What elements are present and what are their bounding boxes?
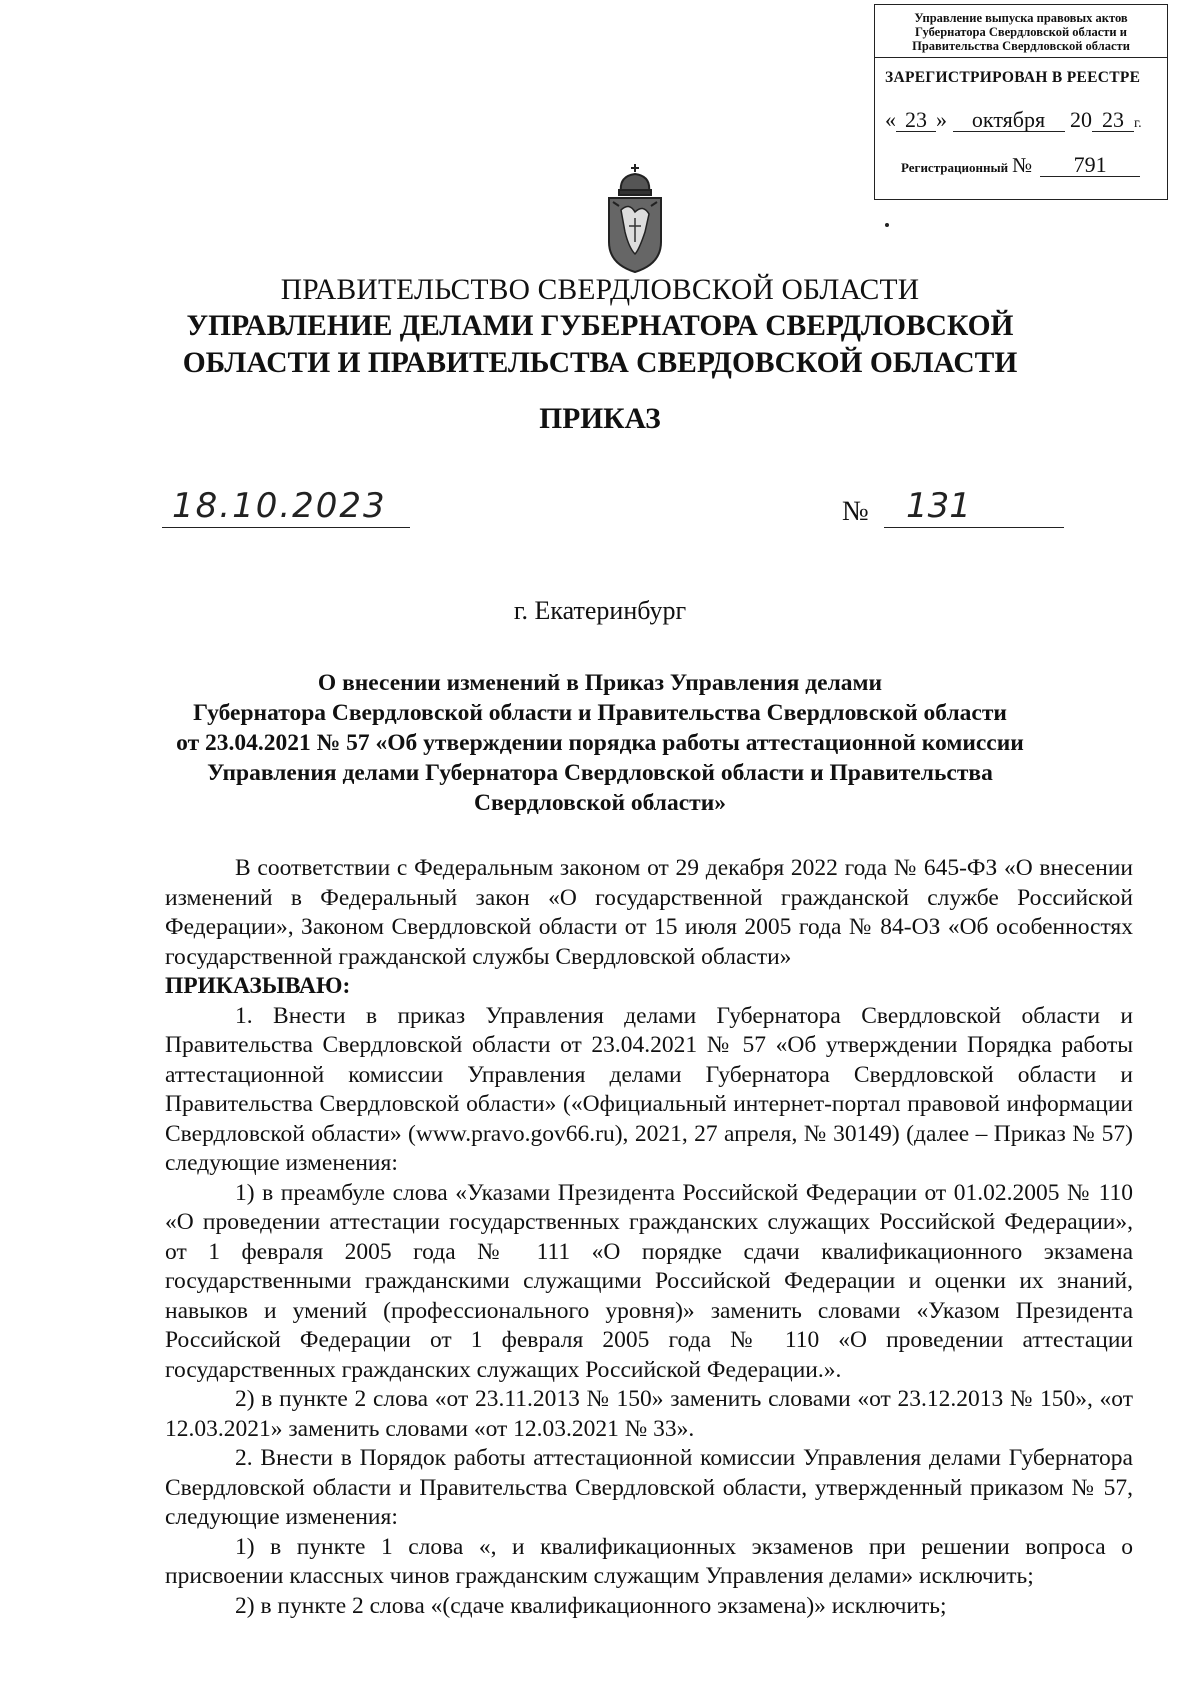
order-date: 18.10.2023 <box>162 488 410 528</box>
title-line-2: Губернатора Свердловской области и Правительства Свердловской области <box>193 700 1007 726</box>
stamp-day: 23 <box>896 109 936 132</box>
title-line-1: О внесении изменений в Приказ Управления делами <box>317 670 883 696</box>
stamp-year-suffix: 23 <box>1092 109 1134 132</box>
paragraph-1-item-2: 2) в пункте 2 слова «от 23.11.2013 № 150» заменить словами «от 23.12.2013 № 150», «от 12.03.2021» заменить словами «от 12.03.2021 № 33». <box>165 1386 1133 1442</box>
stamp-reg-number: 791 <box>1040 154 1140 177</box>
coat-of-arms-emblem <box>599 162 671 274</box>
title-line-3: от 23.04.2021 № 57 «Об утверждении порядка работы аттестационной комиссии <box>176 730 1024 756</box>
department-name <box>0 308 1200 382</box>
scan-speck <box>885 223 889 227</box>
title-line-5: Свердловской области» <box>473 790 726 816</box>
stamp-reg-number-row <box>901 153 1167 178</box>
stamp-date <box>885 107 1167 133</box>
paragraph-2: 2. Внести в Порядок работы аттестационной комиссии Управления делами Губернатора Свердловской области и Правительства Свердловской области, утвержденный приказом № 57, следующие изменения: <box>165 1445 1133 1530</box>
order-title <box>0 668 1200 818</box>
order-number: 131 <box>884 488 1064 528</box>
department-line-2: ОБЛАСТИ И ПРАВИТЕЛЬСТВА СВЕРДОВСКОЙ ОБЛАСТИ <box>182 347 1018 379</box>
paragraph-1-item-1: 1) в преамбуле слова «Указами Президента Российской Федерации от 01.02.2005 № 110 «О проведении аттестации государственных гражданских служащих Российской Федерации», от 1 февраля 2005 года № 111 «О порядке сдачи квалификационного экзамена государственными гражданскими служащими Российской Федерации и оценки их знаний, навыков и умений (профессионального уровня)» заменить словами «Указом Президента Российской Федерации от 1 февраля 2005 года № 110 «О проведении аттестации государственных гражданских служащих Российской Федерации.». <box>165 1179 1133 1383</box>
document-type: ПРИКАЗ <box>539 403 661 435</box>
stamp-no-sign: № <box>1012 153 1033 177</box>
registration-stamp <box>874 4 1168 200</box>
department-line-1: УПРАВЛЕНИЕ ДЕЛАМИ ГУБЕРНАТОРА СВЕРДЛОВСКОЙ <box>186 310 1014 342</box>
stamp-close-quote: » <box>936 107 947 132</box>
preamble-paragraph: В соответствии с Федеральным законом от 29 декабря 2022 года № 645-ФЗ «О внесении изменений в Федеральный закон «О государственной гражданской службе Российской Федерации», Законом Свердловской области от 15 июля 2005 года № 84-ОЗ «Об особенностях государственной гражданской службы Свердловской области» <box>165 855 1133 970</box>
title-line-4: Управления делами Губернатора Свердловской области и Правительства <box>207 760 993 786</box>
stamp-year-prefix: 20 <box>1070 107 1092 132</box>
stamp-open-quote: « <box>885 107 896 132</box>
order-number-label: № <box>842 496 869 527</box>
stamp-header: Управление выпуска правовых актов Губернатора Свердловской области и Правительства Свердловской области <box>875 5 1167 58</box>
paragraph-2-item-1: 1) в пункте 1 слова «, и квалификационных экзаменов при решении вопроса о присвоении классных чинов гражданским служащим Управления делами» исключить; <box>165 1533 1133 1589</box>
stamp-year-unit: г. <box>1134 116 1142 131</box>
paragraph-2-item-2: 2) в пункте 2 слова «(сдаче квалификационного экзамена)» исключить; <box>235 1592 947 1619</box>
government-name: ПРАВИТЕЛЬСТВО СВЕРДЛОВСКОЙ ОБЛАСТИ <box>280 274 920 306</box>
city: г. Екатеринбург <box>513 596 687 625</box>
paragraph-1: 1. Внести в приказ Управления делами Губернатора Свердловской области и Правительства Свердловской области от 23.04.2021 № 57 «Об утверждении Порядка работы аттестационной комиссии Управления делами Губернатора Свердловской области и Правительства Свердловской области» («Официальный интернет-портал правовой информации Свердловской области» (www.pravo.gov66.ru), 2021, 27 апреля, № 30149) (далее – Приказ № 57) следующие изменения: <box>165 1002 1133 1176</box>
stamp-month: октября <box>953 109 1065 132</box>
stamp-reg-label: Регистрационный <box>901 160 1009 175</box>
order-body <box>165 854 1133 1621</box>
order-word: ПРИКАЗЫВАЮ: <box>165 973 351 999</box>
stamp-registered-label: ЗАРЕГИСТРИРОВАН В РЕЕСТРЕ <box>885 69 1141 86</box>
